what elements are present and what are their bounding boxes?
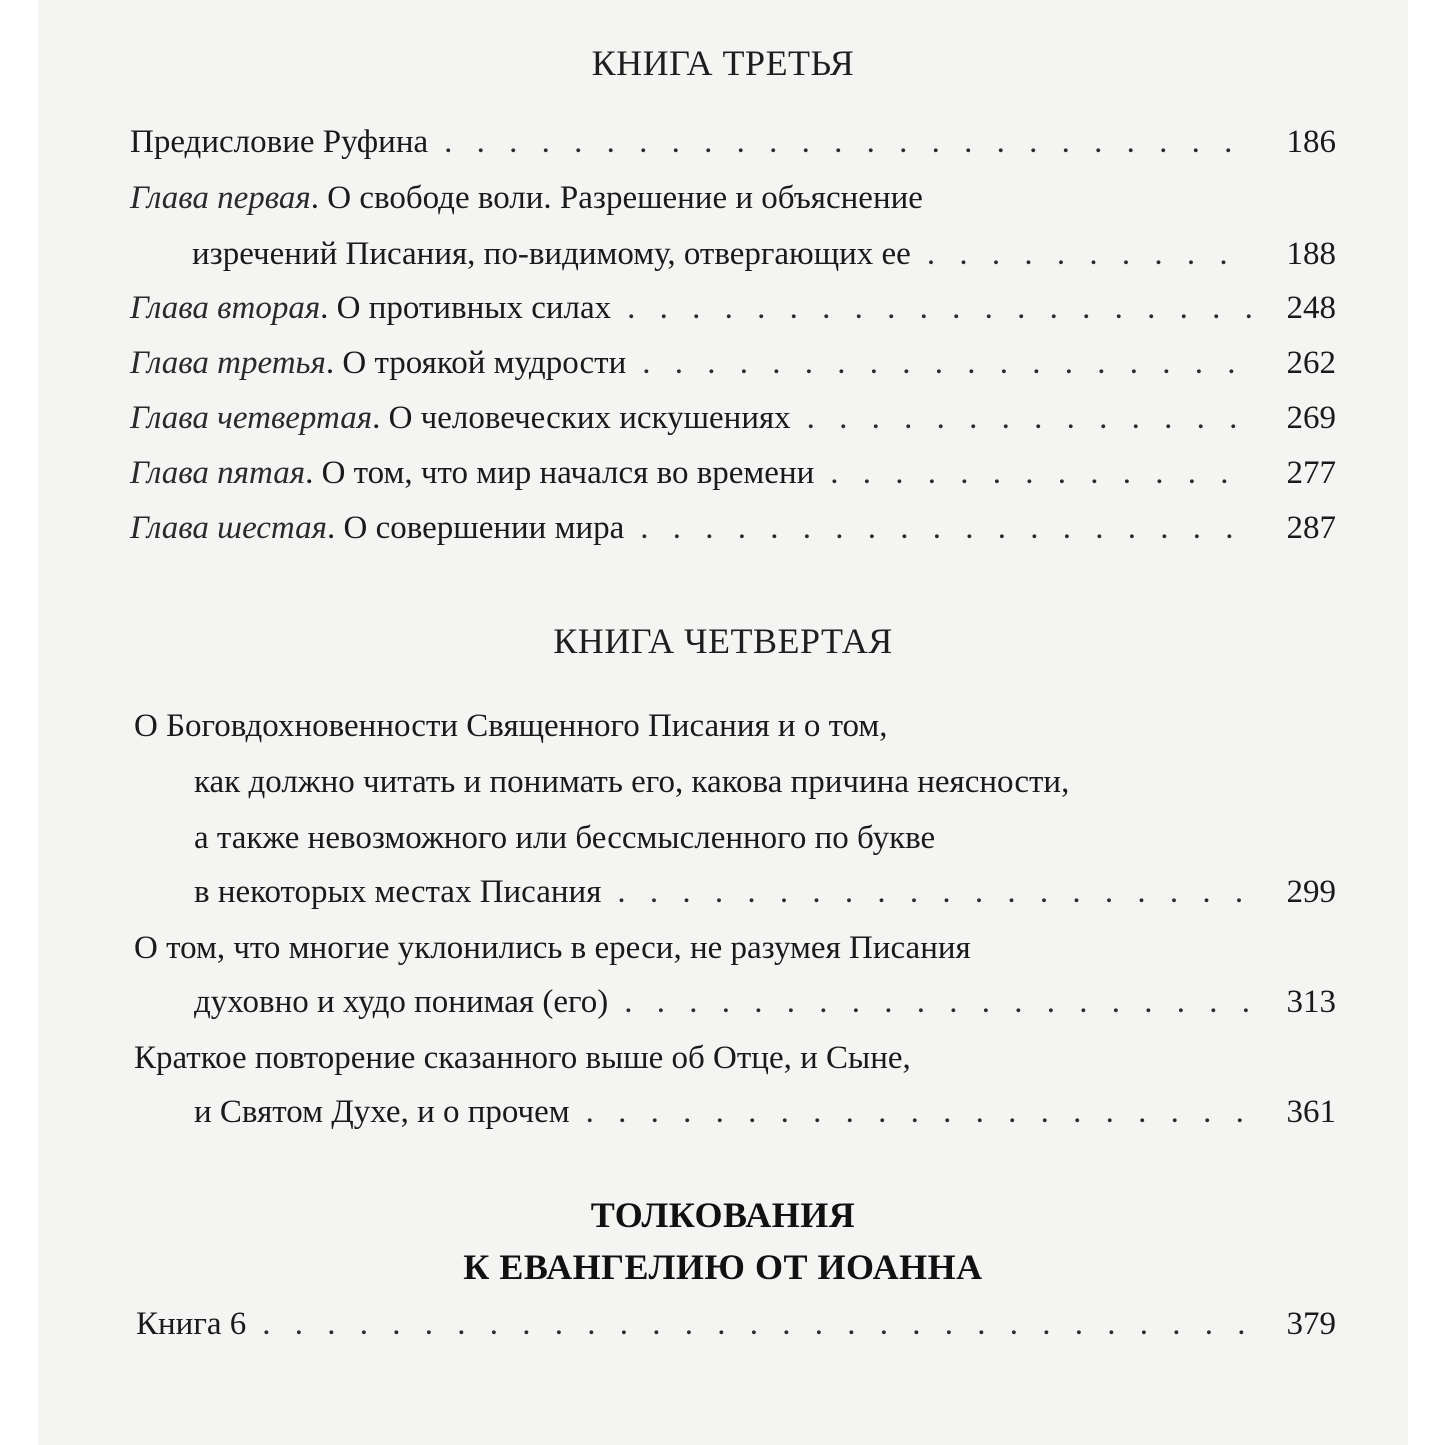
dot-leader: [624, 984, 1252, 1021]
book-page: [38, 0, 1408, 1445]
dot-leader: [927, 236, 1252, 273]
toc-entry-line[interactable]: О том, что многие уклонились в ереси, не разумея Писания: [134, 930, 971, 966]
toc-entry-title: в некоторых местах Писания: [194, 874, 602, 910]
toc-entry-title: . О троякой мудрости: [325, 345, 627, 381]
toc-entry[interactable]: [194, 1094, 1336, 1131]
toc-entry-line[interactable]: О Боговдохновенности Священного Писания и о том,: [134, 708, 888, 744]
toc-entry[interactable]: [130, 290, 1336, 327]
dot-leader: [830, 455, 1252, 492]
page-number: 287: [1286, 510, 1336, 546]
toc-entry-line[interactable]: Краткое повторение сказанного выше об Отце, и Сыне,: [134, 1040, 911, 1076]
toc-entry-title: Книга 6: [136, 1306, 247, 1342]
dot-leader: [444, 124, 1252, 161]
toc-entry-title: . О противных силах: [320, 290, 612, 326]
toc-entry[interactable]: [130, 400, 1336, 437]
toc-entry[interactable]: [194, 984, 1336, 1021]
toc-entry[interactable]: [130, 455, 1336, 492]
dot-leader: [642, 345, 1252, 382]
dot-leader: [617, 874, 1252, 911]
chapter-lead: Глава шестая: [130, 510, 328, 546]
toc-entry[interactable]: [130, 510, 1336, 547]
book3-heading: КНИГА ТРЕТЬЯ: [591, 43, 855, 83]
toc-entry-title: духовно и худо понимая (его): [194, 984, 609, 1020]
toc-entry-line[interactable]: [130, 180, 923, 217]
toc-entry-title: изречений Писания, по-видимому, отвергающих ее: [192, 236, 911, 272]
page-number: 186: [1286, 124, 1336, 160]
dot-leader: [640, 510, 1252, 547]
page-number: 313: [1286, 984, 1336, 1020]
page-number: 248: [1286, 290, 1336, 326]
dot-leader: [262, 1306, 1252, 1343]
dot-leader: [807, 400, 1252, 437]
chapter-lead: Глава вторая: [130, 290, 321, 326]
toc-entry-title: и Святом Духе, и о прочем: [194, 1094, 570, 1130]
toc-entry[interactable]: [192, 236, 1336, 273]
page-number: 277: [1286, 455, 1336, 491]
chapter-lead: Глава первая: [130, 180, 311, 216]
toc-entry[interactable]: [136, 1306, 1336, 1343]
toc-entry-title: Предисловие Руфина: [130, 124, 429, 160]
page-number: 299: [1286, 874, 1336, 910]
toc-entry-line[interactable]: а также невозможного или бессмысленного по букве: [194, 820, 936, 856]
commentary-heading-line1: ТОЛКОВАНИЯ: [590, 1195, 856, 1235]
toc-entry[interactable]: [130, 345, 1336, 382]
toc-entry-title: . О человеческих искушениях: [372, 400, 791, 436]
toc-entry[interactable]: [194, 874, 1336, 911]
toc-entry-title: . О совершении мира: [327, 510, 625, 546]
commentary-heading-line2: К ЕВАНГЕЛИЮ ОТ ИОАННА: [463, 1247, 983, 1287]
toc-entry-line[interactable]: как должно читать и понимать его, какова причина неясности,: [194, 764, 1070, 800]
dot-leader: [627, 290, 1252, 327]
chapter-lead: Глава третья: [130, 345, 326, 381]
page-number: 188: [1286, 236, 1336, 272]
chapter-lead: Глава пятая: [130, 455, 306, 491]
page-number: 361: [1286, 1094, 1336, 1130]
toc-entry-title: . О свободе воли. Разрешение и объяснение: [310, 180, 923, 216]
page-number: 262: [1286, 345, 1336, 381]
toc-entry-title: . О том, что мир начался во времени: [305, 455, 815, 491]
book4-heading: КНИГА ЧЕТВЕРТАЯ: [553, 621, 893, 661]
chapter-lead: Глава четвертая: [130, 400, 373, 436]
page-number: 269: [1286, 400, 1336, 436]
toc-entry[interactable]: [130, 124, 1336, 161]
dot-leader: [586, 1094, 1252, 1131]
page-number: 379: [1286, 1306, 1336, 1342]
